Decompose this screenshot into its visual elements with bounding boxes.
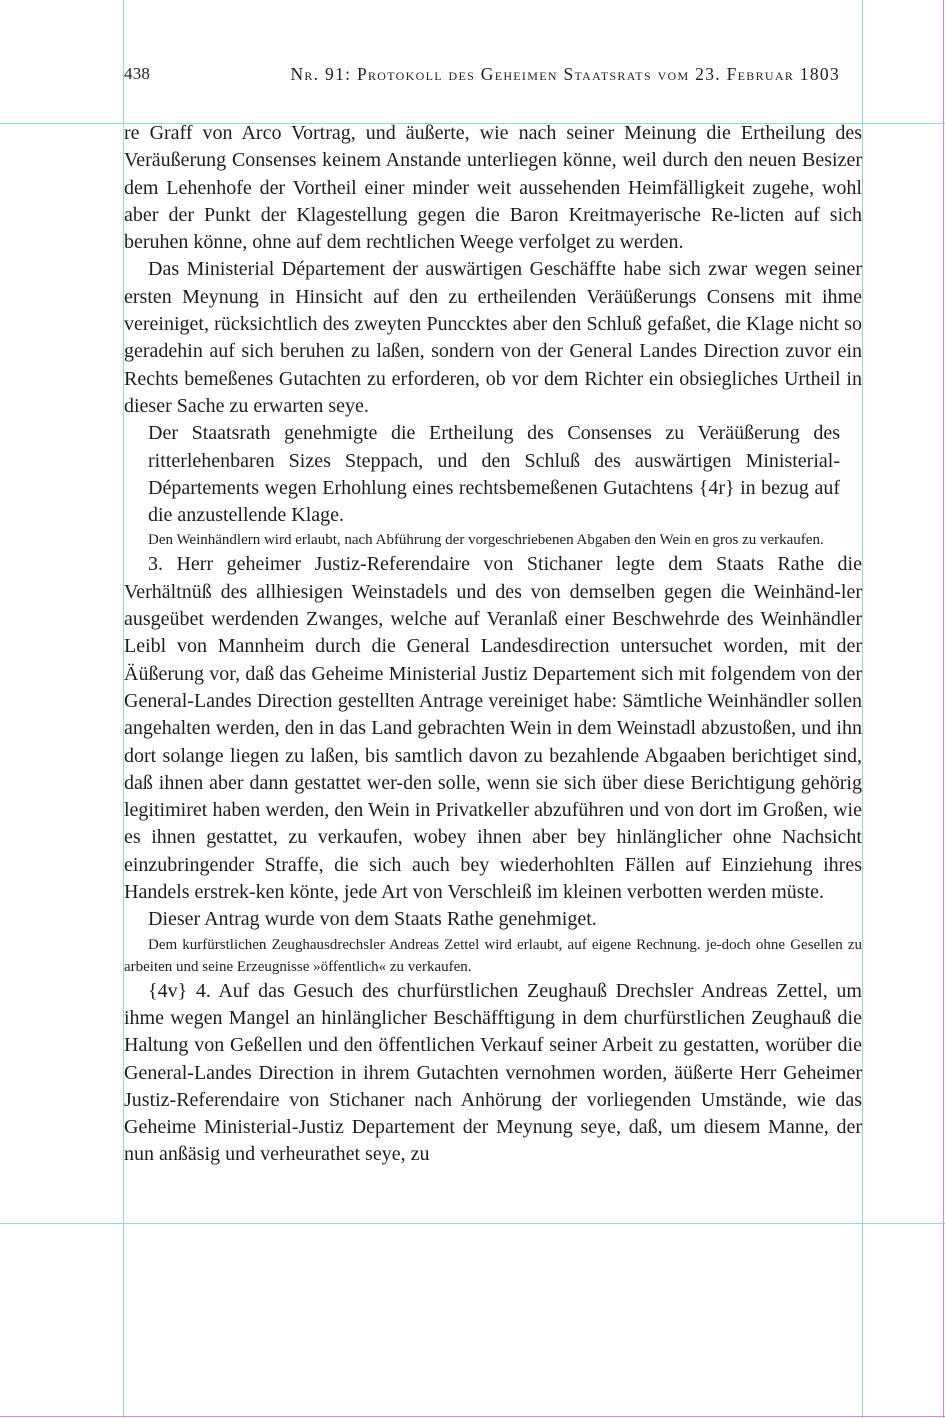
running-header (124, 64, 840, 88)
page-edge-right (943, 0, 944, 1418)
resolution-steppach: Der Staatsrath genehmigte die Ertheilung des Consenses zu Veräüßerung des ritterlehenbaren Sizes Steppach, und den Schluß des auswärtigen Ministerial-Départements wegen Erhohlung eines rechtsbemeßenen Gutachtens {4r} in bezug auf die anzustellende Klage. (148, 422, 840, 527)
bottom-margin-guide (0, 1223, 945, 1224)
paragraph-ministerial-departement: Das Ministerial Département der auswärtigen Geschäffte habe sich zwar wegen seiner ersten Meynung in Hinsicht auf den zu ertheilenden Veräüßerungs Consens mit ihme vereiniget, rücksichtlich des zweyten Punccktes aber den Schluß gefaßet, die Klage nicht so geradehin auf sich beruhen zu laßen, sondern von der General Landes Direction zuvor ein Rechts bemeßenes Gutachten zu erforderen, ob vor dem Richter ein obsiegliches Urtheil in dieser Sache zu erwarten seye. (124, 258, 862, 417)
margin-summary-zettel: Dem kurfürstlichen Zeughausdrechsler Andreas Zettel wird erlaubt, auf eigene Rechnung. je-doch ohne Gesellen zu arbeiten und seine Erzeugnisse »öffentlich« zu verkaufen. (124, 936, 862, 975)
right-margin-guide (862, 0, 863, 1418)
document-body (124, 120, 862, 1169)
resolution-item-3: Dieser Antrag wurde von dem Staats Rathe genehmiget. (148, 908, 597, 931)
margin-summary-weinhaendler: Den Weinhändlern wird erlaubt, nach Abführung der vorgeschriebenen Abgaben den Wein en gros zu verkaufen. (148, 532, 824, 549)
page-edge-bottom (0, 1416, 945, 1417)
running-title: Nr. 91: Protokoll des Geheimen Staatsrats vom 23. Februar 1803 (290, 64, 840, 84)
paragraph-item-3: 3. Herr geheimer Justiz-Referendaire von Stichaner legte dem Staats Rathe die Verhältnüß des allhiesigen Weinstadels und des von demselben gegen die Weinhänd-ler ausgeübet werdenden Zwanges, welche auf Veranlaß einer Beschwehrde des Weinhändler Leibl von Mannheim durch die General Landesdirection untersuchet worden, mit der Äüßerung vor, daß das Geheime Ministerial Justiz Departement sich mit folgendem von der General-Landes Direction gestellten Antrage vereiniget habe: Sämtliche Weinhändler sollen angehalten werden, den in das Land gebrachten Wein in dem Weinstadl abzustoßen, und ihn dort solange liegen zu laßen, bis samtlich davon zu bezahlende Abgaaben berichtiget sind, daß ihnen aber dann gestattet wer-den solle, wenn sie sich über diese Berichtigung gehörig legitimiret haben werden, den Wein in Privatkeller abzuführen und von dort im Großen, wie es ihnen gestattet, zu verkaufen, wobey ihnen aber bey hinlänglicher ohne Nachsicht einzubringender Straffe, die sich auch bey wiederhohlten Fällen auf Einziehung ihres Handels erstrek-ken könte, jede Art von Verschleiß im kleinen verbotten werden müste. (124, 553, 862, 904)
paragraph-arco-vortrag: re Graff von Arco Vortrag, und äußerte, wie nach seiner Meinung die Ertheilung des Veräußerung Consenses keinem Anstande unterliegen könne, weil durch den neuen Besizer dem Lehenhofe der Vortheil einer minder weit aussehenden Heimfälligkeit zugehe, wohl aber der Punkt der Klagestellung gegen die Baron Kreitmayerische Re-licten auf sich beruhen könne, ohne auf dem rechtlichen Weege verfolget zu werden. (124, 122, 862, 254)
page-number: 438 (124, 64, 151, 83)
paragraph-item-4: {4v} 4. Auf das Gesuch des churfürstlichen Zeughauß Drechsler Andreas Zettel, um ihme wegen Mangel an hinlänglicher Beschäfftigung in dem churfürstlichen Zeughauß die Haltung von Geßellen und den öffentlichen Verkauf seiner Arbeit zu gestatten, worüber die General-Landes Direction in ihrem Gutachten vernohmen worden, äüßerte Herr Geheimer Justiz-Referendaire von Stichaner nach Anhörung der vorliegenden Umstände, wie das Geheime Ministerial-Justiz Departement der Meynung seye, daß, um diesem Manne, der nun anßäsig und verheurathet seye, zu (124, 979, 862, 1166)
